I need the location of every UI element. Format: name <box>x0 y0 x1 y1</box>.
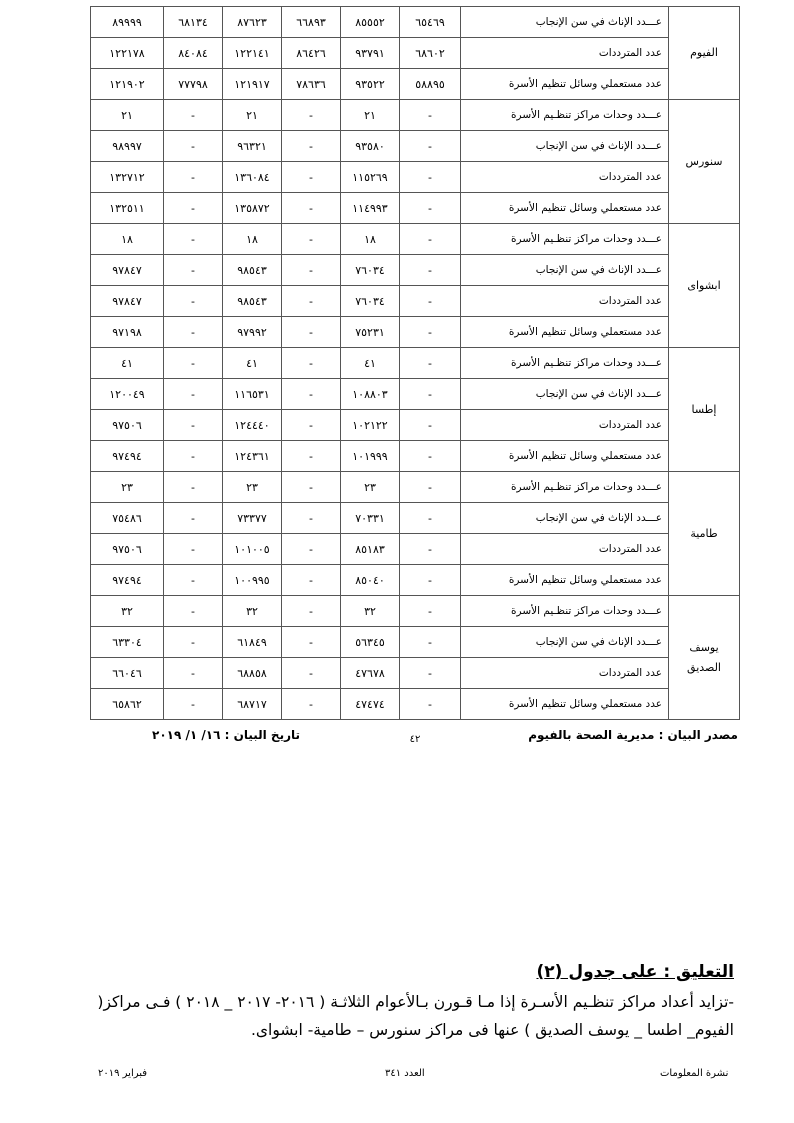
center-name: ابشواى <box>669 224 740 348</box>
table-row <box>91 224 740 255</box>
indicator-label: عـــدد وحدات مراكز تنظـيم الأسرة <box>461 224 669 255</box>
value-cell: ١٢٤٤٤٠ <box>223 410 282 441</box>
value-cell: ١٠٢١٢٢ <box>341 410 400 441</box>
value-cell: ٩٧٥٠٦ <box>91 534 164 565</box>
value-cell: - <box>400 317 461 348</box>
value-cell: - <box>164 441 223 472</box>
table-row <box>91 317 740 348</box>
value-cell: ٦٥٤٦٩ <box>400 7 461 38</box>
value-cell: - <box>164 596 223 627</box>
value-cell: ٩٨٥٤٣ <box>223 255 282 286</box>
value-cell: - <box>282 193 341 224</box>
footer-publication: نشرة المعلومات <box>660 1068 729 1079</box>
value-cell: - <box>282 379 341 410</box>
value-cell: - <box>282 689 341 720</box>
value-cell: ٨٥٥٥٢ <box>341 7 400 38</box>
indicator-label: عـــدد الإناث في سن الإنجاب <box>461 7 669 38</box>
data-table <box>90 6 740 720</box>
value-cell: - <box>400 224 461 255</box>
table-row <box>91 193 740 224</box>
value-cell: - <box>400 596 461 627</box>
value-cell: - <box>282 286 341 317</box>
value-cell: ١٢٢١٧٨ <box>91 38 164 69</box>
value-cell: ٢١ <box>91 100 164 131</box>
value-cell: ١٨ <box>223 224 282 255</box>
indicator-label: عدد المترددات <box>461 534 669 565</box>
value-cell: ١٣٢٧١٢ <box>91 162 164 193</box>
value-cell: ٩٣٥٢٢ <box>341 69 400 100</box>
value-cell: - <box>164 100 223 131</box>
value-cell: ١١٤٩٩٣ <box>341 193 400 224</box>
value-cell: ١١٦٥٣١ <box>223 379 282 410</box>
table-row <box>91 472 740 503</box>
value-cell: ٩٧٨٤٧ <box>91 286 164 317</box>
value-cell: - <box>400 565 461 596</box>
value-cell: ١٢١٩١٧ <box>223 69 282 100</box>
value-cell: - <box>282 100 341 131</box>
page-number: ٤٢ <box>409 734 421 745</box>
table-row <box>91 658 740 689</box>
indicator-label: عـــدد الإناث في سن الإنجاب <box>461 131 669 162</box>
table-row <box>91 100 740 131</box>
table-row <box>91 689 740 720</box>
value-cell: ٩٧٥٠٦ <box>91 410 164 441</box>
value-cell: ٦٨٨٥٨ <box>223 658 282 689</box>
value-cell: ٤١ <box>341 348 400 379</box>
value-cell: ٢٣ <box>91 472 164 503</box>
value-cell: ٦٨٦٠٢ <box>400 38 461 69</box>
footer-date: فبراير ٢٠١٩ <box>98 1068 148 1079</box>
value-cell: ١٨ <box>91 224 164 255</box>
value-cell: ٣٢ <box>341 596 400 627</box>
indicator-label: عدد مستعملي وسائل تنظيم الأسرة <box>461 441 669 472</box>
table-row <box>91 7 740 38</box>
value-cell: - <box>164 162 223 193</box>
value-cell: ١٢١٩٠٢ <box>91 69 164 100</box>
value-cell: - <box>282 317 341 348</box>
table-row <box>91 534 740 565</box>
value-cell: ١٠١٠٠٥ <box>223 534 282 565</box>
indicator-label: عـــدد الإناث في سن الإنجاب <box>461 503 669 534</box>
value-cell: - <box>282 162 341 193</box>
value-cell: ٩٧٤٩٤ <box>91 565 164 596</box>
value-cell: - <box>282 441 341 472</box>
value-cell: - <box>164 410 223 441</box>
value-cell: ١٨ <box>341 224 400 255</box>
value-cell: - <box>400 193 461 224</box>
value-cell: ٩٧٩٩٢ <box>223 317 282 348</box>
value-cell: - <box>282 658 341 689</box>
value-cell: ٩٧١٩٨ <box>91 317 164 348</box>
value-cell: ١٢٠٠٤٩ <box>91 379 164 410</box>
table-row <box>91 38 740 69</box>
indicator-label: عـــدد وحدات مراكز تنظـيم الأسرة <box>461 100 669 131</box>
value-cell: ١٠٠٩٩٥ <box>223 565 282 596</box>
value-cell: ٧٨٦٣٦ <box>282 69 341 100</box>
value-cell: ٦٦٨٩٣ <box>282 7 341 38</box>
value-cell: ١٠١٩٩٩ <box>341 441 400 472</box>
indicator-label: عدد المترددات <box>461 410 669 441</box>
value-cell: ٤١ <box>91 348 164 379</box>
value-cell: ٨٦٤٢٦ <box>282 38 341 69</box>
table-row <box>91 596 740 627</box>
value-cell: ٥٦٣٤٥ <box>341 627 400 658</box>
value-cell: ٧٦٠٣٤ <box>341 286 400 317</box>
value-cell: - <box>282 410 341 441</box>
value-cell: - <box>400 472 461 503</box>
value-cell: ١٣٦٠٨٤ <box>223 162 282 193</box>
indicator-label: عدد المترددات <box>461 286 669 317</box>
value-cell: - <box>282 565 341 596</box>
value-cell: ٩٨٩٩٧ <box>91 131 164 162</box>
value-cell: ١٣٢٥١١ <box>91 193 164 224</box>
value-cell: ٩٣٧٩١ <box>341 38 400 69</box>
value-cell: - <box>164 565 223 596</box>
table-row <box>91 565 740 596</box>
table-row <box>91 69 740 100</box>
value-cell: - <box>400 255 461 286</box>
table-row <box>91 348 740 379</box>
value-cell: - <box>164 131 223 162</box>
data-date: تاريخ البيان : ١٦/ ١/ ٢٠١٩ <box>152 728 300 742</box>
table-row <box>91 255 740 286</box>
value-cell: - <box>400 348 461 379</box>
value-cell: - <box>282 472 341 503</box>
value-cell: ٨٥٠٤٠ <box>341 565 400 596</box>
table-row <box>91 627 740 658</box>
value-cell: ٤٧٤٧٤ <box>341 689 400 720</box>
value-cell: ٤١ <box>223 348 282 379</box>
value-cell: ٢١ <box>341 100 400 131</box>
value-cell: ٣٢ <box>91 596 164 627</box>
value-cell: ٦٨١٣٤ <box>164 7 223 38</box>
value-cell: ٩٧٨٤٧ <box>91 255 164 286</box>
footer-issue: العدد ٣٤١ <box>385 1068 425 1079</box>
value-cell: ٣٢ <box>223 596 282 627</box>
value-cell: ٢٣ <box>223 472 282 503</box>
value-cell: ١٢٤٣٦١ <box>223 441 282 472</box>
value-cell: ٨٤٠٨٤ <box>164 38 223 69</box>
value-cell: ٧٣٣٧٧ <box>223 503 282 534</box>
value-cell: ٧٥٢٣١ <box>341 317 400 348</box>
value-cell: - <box>400 410 461 441</box>
value-cell: ٩٨٥٤٣ <box>223 286 282 317</box>
table-row <box>91 441 740 472</box>
value-cell: ٩٦٣٢١ <box>223 131 282 162</box>
center-name: طامية <box>669 472 740 596</box>
value-cell: ٧٠٣٣١ <box>341 503 400 534</box>
value-cell: - <box>400 286 461 317</box>
value-cell: - <box>164 348 223 379</box>
table-row <box>91 131 740 162</box>
indicator-label: عدد مستعملي وسائل تنظيم الأسرة <box>461 565 669 596</box>
value-cell: - <box>282 255 341 286</box>
value-cell: - <box>164 379 223 410</box>
value-cell: ٨٥١٨٣ <box>341 534 400 565</box>
value-cell: - <box>164 317 223 348</box>
value-cell: - <box>400 658 461 689</box>
value-cell: - <box>400 627 461 658</box>
indicator-label: عدد المترددات <box>461 38 669 69</box>
center-name: الفيوم <box>669 7 740 100</box>
value-cell: ٦١٨٤٩ <box>223 627 282 658</box>
value-cell: - <box>282 503 341 534</box>
value-cell: ١٣٥٨٧٢ <box>223 193 282 224</box>
value-cell: - <box>164 627 223 658</box>
value-cell: - <box>400 441 461 472</box>
table-row <box>91 162 740 193</box>
value-cell: - <box>282 348 341 379</box>
indicator-label: عـــدد الإناث في سن الإنجاب <box>461 627 669 658</box>
value-cell: ٨٧٦٢٣ <box>223 7 282 38</box>
indicator-label: عـــدد وحدات مراكز تنظـيم الأسرة <box>461 348 669 379</box>
value-cell: - <box>164 503 223 534</box>
value-cell: ٩٣٥٨٠ <box>341 131 400 162</box>
value-cell: - <box>164 193 223 224</box>
table-row <box>91 379 740 410</box>
value-cell: - <box>400 534 461 565</box>
table-row <box>91 286 740 317</box>
value-cell: ٤٧٦٧٨ <box>341 658 400 689</box>
indicator-label: عدد مستعملي وسائل تنظيم الأسرة <box>461 317 669 348</box>
value-cell: ١٢٢١٤١ <box>223 38 282 69</box>
comment-body: -تزايد أعداد مراكز تنظـيم الأسـرة إذا مـا قـورن بـالأعوام الثلاثـة ( ٢٠١٦- ٢٠١٧ _ ٢٠١٨ ) فـى مراكز( الفيوم_ اطسا _ يوسف الصديق ) عنها فى مراكز سنورس – طامية- ابشواى. <box>97 993 734 1039</box>
value-cell: ٧٥٤٨٦ <box>91 503 164 534</box>
value-cell: ٦٨٧١٧ <box>223 689 282 720</box>
table-row <box>91 503 740 534</box>
indicator-label: عدد المترددات <box>461 658 669 689</box>
value-cell: - <box>400 162 461 193</box>
value-cell: - <box>164 255 223 286</box>
value-cell: ٦٣٣٠٤ <box>91 627 164 658</box>
value-cell: - <box>164 658 223 689</box>
value-cell: ٦٦٠٤٦ <box>91 658 164 689</box>
indicator-label: عـــدد الإناث في سن الإنجاب <box>461 255 669 286</box>
value-cell: - <box>164 689 223 720</box>
center-name: يوسف الصديق <box>669 596 740 720</box>
value-cell: - <box>400 131 461 162</box>
indicator-label: عـــدد الإناث في سن الإنجاب <box>461 379 669 410</box>
value-cell: - <box>400 503 461 534</box>
comment-title: التعليق : على جدول (٢) <box>536 962 734 982</box>
indicator-label: عـــدد وحدات مراكز تنظـيم الأسرة <box>461 596 669 627</box>
value-cell: ٢١ <box>223 100 282 131</box>
value-cell: ٩٧٤٩٤ <box>91 441 164 472</box>
indicator-label: عدد مستعملي وسائل تنظيم الأسرة <box>461 689 669 720</box>
value-cell: ٥٨٨٩٥ <box>400 69 461 100</box>
value-cell: ١١٥٢٦٩ <box>341 162 400 193</box>
center-name: إطسا <box>669 348 740 472</box>
center-name: سنورس <box>669 100 740 224</box>
value-cell: - <box>164 472 223 503</box>
value-cell: ١٠٨٨٠٣ <box>341 379 400 410</box>
indicator-label: عـــدد وحدات مراكز تنظـيم الأسرة <box>461 472 669 503</box>
indicator-label: عدد المترددات <box>461 162 669 193</box>
indicator-label: عدد مستعملي وسائل تنظيم الأسرة <box>461 193 669 224</box>
value-cell: ٦٥٨٦٢ <box>91 689 164 720</box>
value-cell: - <box>164 224 223 255</box>
value-cell: - <box>282 627 341 658</box>
value-cell: - <box>282 131 341 162</box>
value-cell: - <box>282 224 341 255</box>
data-source: مصدر البيان : مديرية الصحة بالفيوم <box>528 728 738 742</box>
value-cell: - <box>282 596 341 627</box>
value-cell: - <box>282 534 341 565</box>
value-cell: - <box>400 379 461 410</box>
value-cell: ٢٣ <box>341 472 400 503</box>
value-cell: - <box>164 286 223 317</box>
value-cell: - <box>164 534 223 565</box>
value-cell: - <box>400 100 461 131</box>
value-cell: ٨٩٩٩٩ <box>91 7 164 38</box>
value-cell: - <box>400 689 461 720</box>
value-cell: ٧٧٧٩٨ <box>164 69 223 100</box>
indicator-label: عدد مستعملي وسائل تنظيم الأسرة <box>461 69 669 100</box>
table-row <box>91 410 740 441</box>
value-cell: ٧٦٠٣٤ <box>341 255 400 286</box>
